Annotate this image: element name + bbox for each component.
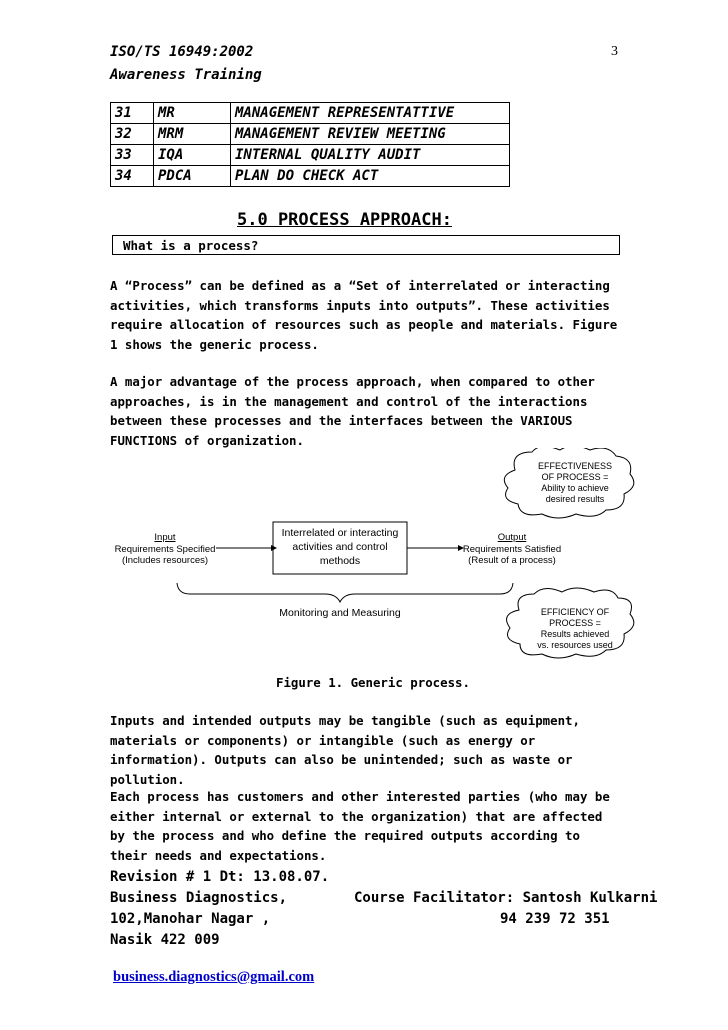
input-title: Input — [154, 532, 176, 543]
revision-note: Revision # 1 Dt: 13.08.07. — [110, 869, 330, 885]
process-line: methods — [319, 555, 361, 567]
abbr-number: 32 — [111, 124, 154, 145]
page-number: 3 — [611, 44, 618, 59]
table-row — [111, 145, 510, 166]
email-link[interactable]: business.diagnostics@gmail.com — [113, 969, 315, 985]
generic-process-figure — [100, 448, 640, 668]
phone-number: 94 239 72 351 — [500, 911, 610, 927]
abbr-number: 31 — [111, 103, 154, 124]
effectiveness-cloud-text — [520, 461, 630, 505]
output-label — [457, 532, 567, 567]
abbr-meaning: INTERNAL QUALITY AUDIT — [231, 145, 510, 166]
question-box: What is a process? — [112, 235, 620, 255]
output-line: (Result of a process) — [468, 555, 556, 566]
abbr-code: MRM — [154, 124, 231, 145]
abbr-number: 33 — [111, 145, 154, 166]
address-line-1: 102,Manohar Nagar , — [110, 911, 271, 927]
efficiency-line: PROCESS = — [549, 618, 601, 628]
effectiveness-line: OF PROCESS = — [541, 472, 609, 482]
process-line: activities and control — [292, 541, 388, 553]
output-line: Requirements Satisfied — [462, 543, 562, 555]
effectiveness-line: desired results — [545, 494, 605, 504]
abbr-meaning: PLAN DO CHECK ACT — [231, 166, 510, 187]
abbr-code: MR — [154, 103, 231, 124]
efficiency-line: Results achieved — [540, 629, 610, 639]
abbr-meaning: MANAGEMENT REVIEW MEETING — [231, 124, 510, 145]
process-box-text — [273, 526, 407, 568]
paragraph-advantage: A major advantage of the process approach, when compared to other approaches, is in the management and control of the interactions between these processes and the interfaces between the VARIOUS FUNCTIONS of organization. — [110, 374, 595, 448]
company-name: Business Diagnostics, — [110, 890, 288, 906]
paragraph-tangibility: Inputs and intended outputs may be tangible (such as equipment, materials or components) or intangible (such as energy or information). Outputs can also be unintended; such as waste or pollution. — [110, 713, 580, 787]
abbr-code: IQA — [154, 145, 231, 166]
input-line: Requirements Specified — [114, 543, 216, 555]
header-standard: ISO/TS 16949:2002 — [110, 44, 254, 60]
paragraph-definition: A “Process” can be defined as a “Set of interrelated or interacting activities, which transforms inputs into outputs”. These activities require allocation of resources such as people and materials. Figure 1 shows the generic process. — [110, 278, 618, 352]
efficiency-line: EFFICIENCY OF — [540, 607, 610, 617]
figure-caption: Figure 1. Generic process. — [276, 675, 470, 690]
output-title: Output — [497, 532, 527, 543]
process-line: Interrelated or interacting — [281, 527, 399, 539]
efficiency-cloud-text — [520, 607, 630, 651]
monitoring-label: Monitoring and Measuring — [279, 607, 401, 619]
abbr-number: 34 — [111, 166, 154, 187]
header-subtitle: Awareness Training — [110, 67, 262, 83]
abbr-code: PDCA — [154, 166, 231, 187]
efficiency-line: vs. resources used — [537, 640, 613, 650]
input-label — [110, 532, 220, 567]
paragraph-customers: Each process has customers and other interested parties (who may be either internal or external to the organization) that are affected by the process and who define the required outputs according to their needs and expectations. — [110, 789, 610, 863]
table-row — [111, 124, 510, 145]
address-line-2: Nasik 422 009 — [110, 932, 220, 948]
effectiveness-line: Ability to achieve — [541, 483, 609, 493]
table-row — [111, 166, 510, 187]
effectiveness-line: EFFECTIVENESS — [537, 461, 612, 471]
course-facilitator: Course Facilitator: Santosh Kulkarni — [354, 890, 658, 906]
input-line: (Includes resources) — [121, 555, 209, 566]
monitoring-brace — [177, 583, 513, 602]
table-row — [111, 103, 510, 124]
section-title: 5.0 PROCESS APPROACH: — [237, 210, 452, 230]
abbr-meaning: MANAGEMENT REPRESENTATTIVE — [231, 103, 510, 124]
abbreviation-table — [110, 102, 510, 187]
